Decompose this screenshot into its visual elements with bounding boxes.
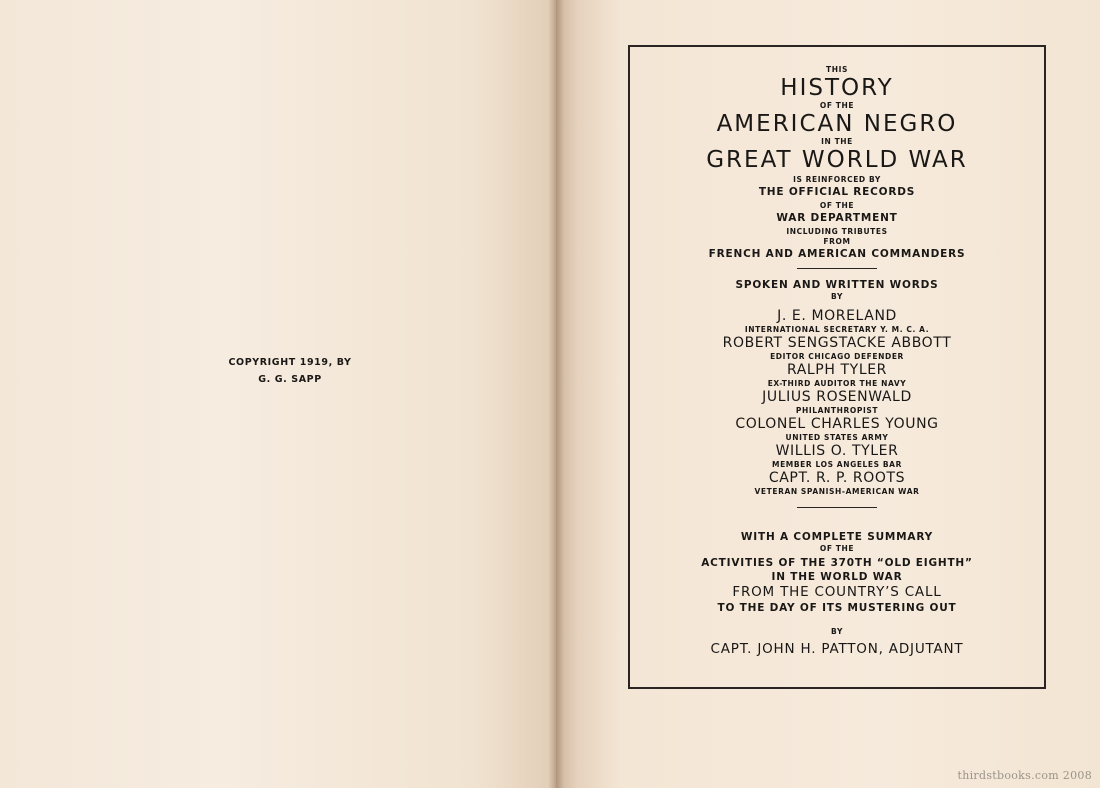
text-reinforced-by: IS REINFORCED BY <box>793 175 881 184</box>
text-summary: WITH A COMPLETE SUMMARY <box>740 531 934 543</box>
text-commanders: FRENCH AND AMERICAN COMMANDERS <box>708 248 966 260</box>
text-this: THIS <box>826 65 848 74</box>
contributor-name: WILLIS O. TYLER <box>775 443 899 459</box>
contributor-name: RALPH TYLER <box>786 362 888 378</box>
divider-rule <box>797 268 877 269</box>
copyright-notice <box>200 354 380 388</box>
text-spoken-written: SPOKEN AND WRITTEN WORDS <box>735 279 939 291</box>
text-from: FROM <box>823 237 851 246</box>
contributor-title: EDITOR CHICAGO DEFENDER <box>770 352 904 361</box>
text-official-records: THE OFFICIAL RECORDS <box>758 186 916 198</box>
text-war-department: WAR DEPARTMENT <box>776 212 898 224</box>
contributor-title: UNITED STATES ARMY <box>785 433 889 442</box>
text-american-negro: AMERICAN NEGRO <box>716 111 958 137</box>
copyright-line: COPYRIGHT 1919, BY <box>228 357 352 368</box>
text-activities: ACTIVITIES OF THE 370TH “OLD EIGHTH” <box>701 557 973 569</box>
contributor-title: MEMBER LOS ANGELES BAR <box>772 460 902 469</box>
text-of-the-2: OF THE <box>819 201 855 210</box>
text-of-the-3: OF THE <box>819 544 855 553</box>
text-author: CAPT. JOHN H. PATTON, ADJUTANT <box>710 641 964 657</box>
contributor-title: EX-THIRD AUDITOR THE NAVY <box>767 379 907 388</box>
text-in-world-war: IN THE WORLD WAR <box>771 571 903 583</box>
text-by: BY <box>831 292 843 301</box>
contributor-name: JULIUS ROSENWALD <box>762 389 912 405</box>
contributor-name: ROBERT SENGSTACKE ABBOTT <box>722 335 952 351</box>
text-history: HISTORY <box>780 75 894 101</box>
title-page-frame <box>628 45 1046 689</box>
text-mustering-out: TO THE DAY OF ITS MUSTERING OUT <box>717 602 957 614</box>
title-block <box>630 61 1044 658</box>
text-by-2: BY <box>831 627 843 636</box>
copyright-holder: G. G. SAPP <box>258 374 322 385</box>
text-great-world-war: GREAT WORLD WAR <box>706 147 968 173</box>
text-including-tributes: INCLUDING TRIBUTES <box>786 227 888 236</box>
contributor-name: J. E. MORELAND <box>777 308 897 324</box>
text-of-the: OF THE <box>819 101 855 110</box>
text-in-the: IN THE <box>821 137 853 146</box>
text-countrys-call: FROM THE COUNTRY’S CALL <box>732 584 942 600</box>
contributor-name: COLONEL CHARLES YOUNG <box>735 416 939 432</box>
contributor-name: CAPT. R. P. ROOTS <box>768 470 906 486</box>
contributor-title: PHILANTHROPIST <box>795 406 879 415</box>
watermark: thirdstbooks.com 2008 <box>957 769 1092 782</box>
contributor-title: VETERAN SPANISH-AMERICAN WAR <box>754 487 920 496</box>
book-gutter <box>548 0 564 788</box>
divider-rule <box>797 507 877 508</box>
contributors-list <box>630 308 1044 497</box>
contributor-title: INTERNATIONAL SECRETARY Y. M. C. A. <box>744 325 930 334</box>
